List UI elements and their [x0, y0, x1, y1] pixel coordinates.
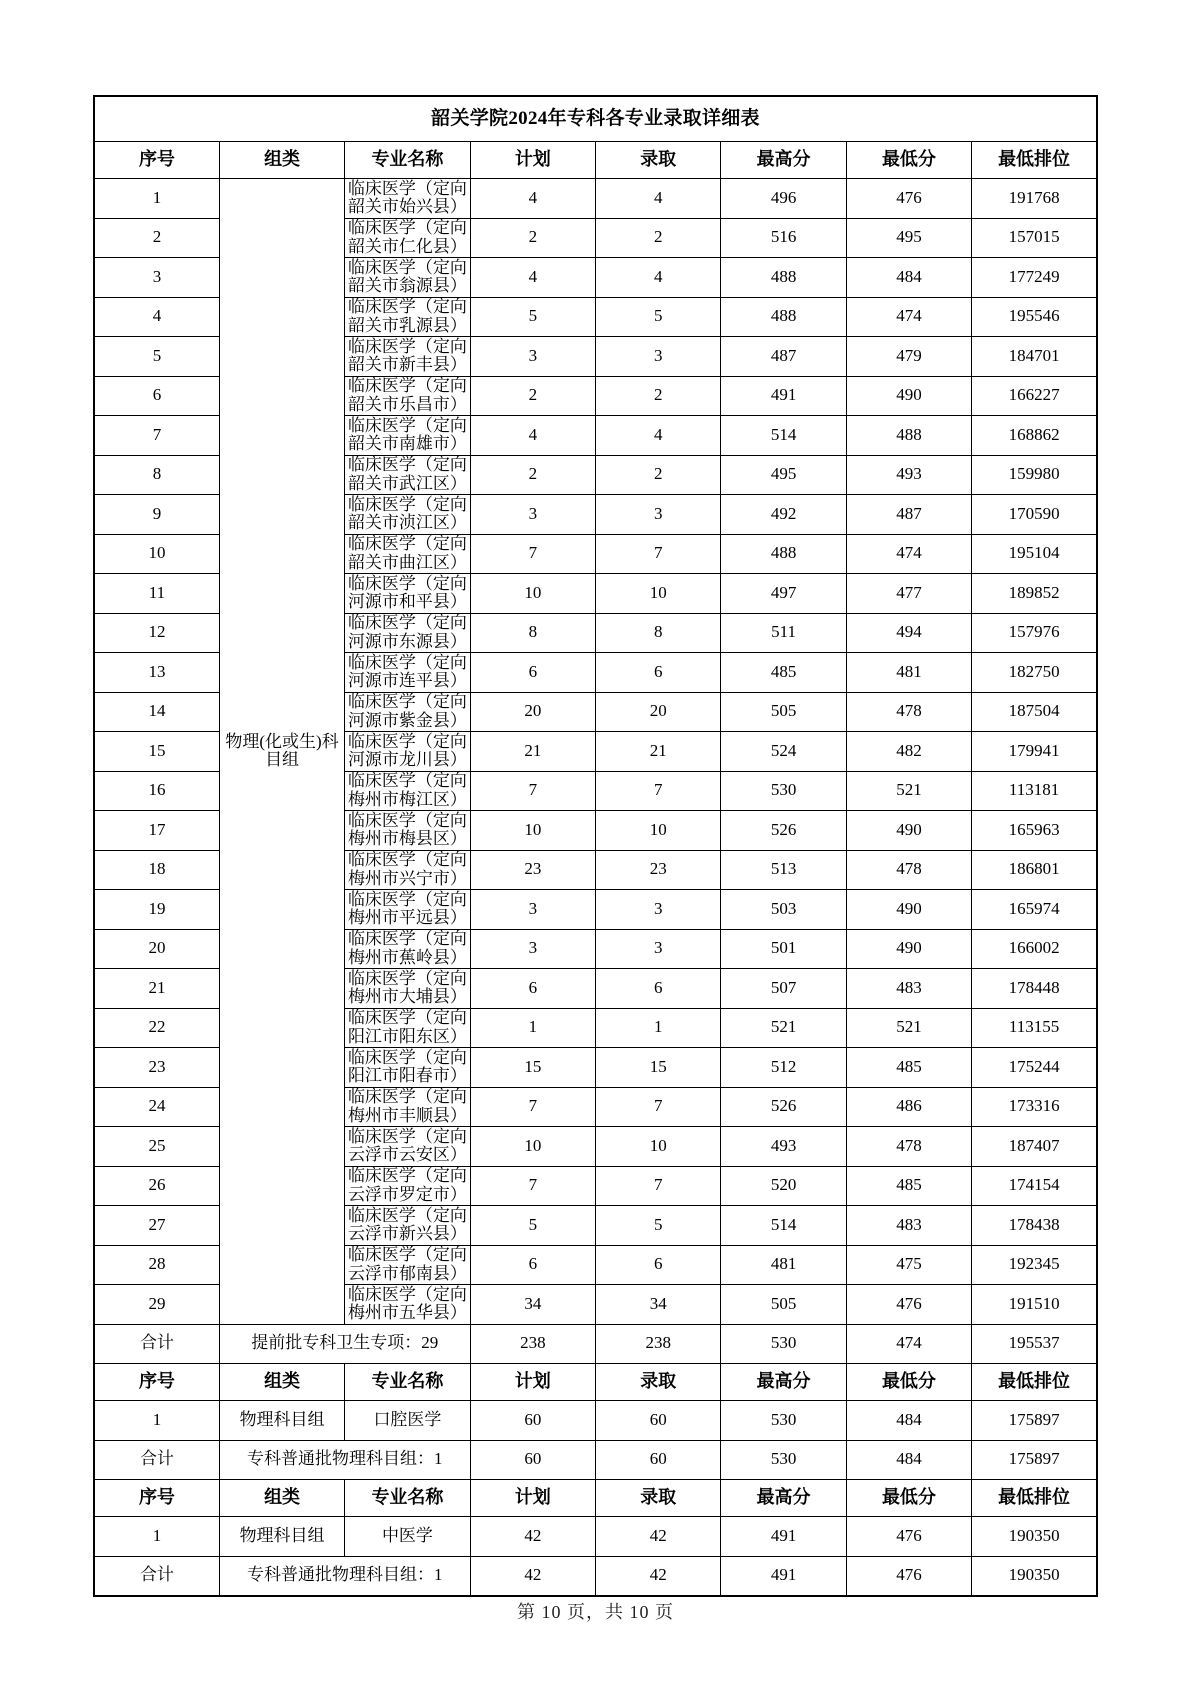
cell-low: 486 — [846, 1087, 971, 1127]
total-label: 合计 — [94, 1440, 219, 1480]
cell-major: 临床医学（定向云浮市云安区） — [345, 1127, 470, 1167]
cell-high: 488 — [721, 297, 846, 337]
cell-rank: 192345 — [972, 1245, 1097, 1285]
total-low: 474 — [846, 1324, 971, 1364]
cell-low: 494 — [846, 613, 971, 653]
cell-group: 物理科目组 — [219, 1517, 344, 1557]
cell-admit: 3 — [596, 929, 721, 969]
cell-major: 临床医学（定向梅州市梅县区） — [345, 811, 470, 851]
cell-rank: 174154 — [972, 1166, 1097, 1206]
table-row — [94, 179, 1097, 219]
cell-low: 493 — [846, 455, 971, 495]
header-high: 最高分 — [721, 1480, 846, 1517]
cell-low: 476 — [846, 1285, 971, 1325]
cell-admit: 21 — [596, 732, 721, 772]
header-rank: 最低排位 — [972, 1364, 1097, 1401]
cell-plan: 7 — [470, 1166, 595, 1206]
cell-admit: 3 — [596, 337, 721, 377]
cell-major: 临床医学（定向云浮市郁南县） — [345, 1245, 470, 1285]
cell-major: 临床医学（定向河源市紫金县） — [345, 692, 470, 732]
cell-rank: 166227 — [972, 376, 1097, 416]
cell-major: 临床医学（定向韶关市乳源县） — [345, 297, 470, 337]
cell-rank: 191510 — [972, 1285, 1097, 1325]
cell-rank: 168862 — [972, 416, 1097, 456]
cell-rank: 178448 — [972, 969, 1097, 1009]
cell-seq: 24 — [94, 1087, 219, 1127]
header-major: 专业名称 — [345, 1480, 470, 1517]
cell-seq: 23 — [94, 1048, 219, 1088]
cell-rank: 157976 — [972, 613, 1097, 653]
cell-high: 512 — [721, 1048, 846, 1088]
cell-seq: 22 — [94, 1008, 219, 1048]
cell-plan: 6 — [470, 1245, 595, 1285]
cell-major: 临床医学（定向梅州市梅江区） — [345, 771, 470, 811]
cell-major: 临床医学（定向梅州市兴宁市） — [345, 850, 470, 890]
header-group: 组类 — [219, 1480, 344, 1517]
header-plan: 计划 — [470, 142, 595, 179]
header-major: 专业名称 — [345, 142, 470, 179]
cell-high: 491 — [721, 1517, 846, 1557]
section-total-row — [94, 1556, 1097, 1596]
cell-major: 临床医学（定向韶关市曲江区） — [345, 534, 470, 574]
cell-high: 526 — [721, 811, 846, 851]
header-low: 最低分 — [846, 1480, 971, 1517]
cell-admit: 42 — [596, 1517, 721, 1557]
header-rank: 最低排位 — [972, 142, 1097, 179]
cell-admit: 4 — [596, 416, 721, 456]
cell-plan: 3 — [470, 929, 595, 969]
cell-seq: 2 — [94, 218, 219, 258]
cell-low: 521 — [846, 771, 971, 811]
cell-seq: 3 — [94, 258, 219, 298]
total-high: 530 — [721, 1324, 846, 1364]
cell-seq: 14 — [94, 692, 219, 732]
header-seq: 序号 — [94, 142, 219, 179]
cell-admit: 7 — [596, 1087, 721, 1127]
cell-plan: 60 — [470, 1401, 595, 1441]
cell-low: 490 — [846, 890, 971, 930]
cell-low: 484 — [846, 258, 971, 298]
header-major: 专业名称 — [345, 1364, 470, 1401]
cell-low: 483 — [846, 1206, 971, 1246]
cell-low: 474 — [846, 297, 971, 337]
cell-plan: 42 — [470, 1517, 595, 1557]
cell-major: 临床医学（定向梅州市蕉岭县） — [345, 929, 470, 969]
cell-major: 临床医学（定向云浮市新兴县） — [345, 1206, 470, 1246]
cell-plan: 21 — [470, 732, 595, 772]
cell-plan: 7 — [470, 1087, 595, 1127]
header-admit: 录取 — [596, 142, 721, 179]
total-plan: 60 — [470, 1440, 595, 1480]
section-total-row — [94, 1440, 1097, 1480]
cell-admit: 6 — [596, 969, 721, 1009]
cell-low: 481 — [846, 653, 971, 693]
cell-seq: 16 — [94, 771, 219, 811]
cell-major: 临床医学（定向韶关市乐昌市） — [345, 376, 470, 416]
cell-admit: 10 — [596, 574, 721, 614]
total-low: 484 — [846, 1440, 971, 1480]
cell-high: 511 — [721, 613, 846, 653]
total-plan: 42 — [470, 1556, 595, 1596]
cell-admit: 10 — [596, 1127, 721, 1167]
cell-plan: 10 — [470, 811, 595, 851]
total-admit: 60 — [596, 1440, 721, 1480]
cell-high: 530 — [721, 1401, 846, 1441]
page-title: 韶关学院2024年专科各专业录取详细表 — [94, 96, 1097, 142]
cell-rank: 166002 — [972, 929, 1097, 969]
cell-admit: 5 — [596, 297, 721, 337]
cell-low: 476 — [846, 1517, 971, 1557]
cell-major: 临床医学（定向河源市龙川县） — [345, 732, 470, 772]
cell-rank: 165963 — [972, 811, 1097, 851]
cell-admit: 6 — [596, 653, 721, 693]
cell-seq: 21 — [94, 969, 219, 1009]
cell-high: 521 — [721, 1008, 846, 1048]
cell-high: 496 — [721, 179, 846, 219]
total-description: 专科普通批物理科目组：1 — [219, 1556, 470, 1596]
cell-admit: 7 — [596, 534, 721, 574]
total-description: 专科普通批物理科目组：1 — [219, 1440, 470, 1480]
cell-plan: 8 — [470, 613, 595, 653]
cell-major: 临床医学（定向阳江市阳春市） — [345, 1048, 470, 1088]
cell-admit: 3 — [596, 495, 721, 535]
cell-rank: 175244 — [972, 1048, 1097, 1088]
cell-rank: 165974 — [972, 890, 1097, 930]
cell-plan: 23 — [470, 850, 595, 890]
cell-admit: 20 — [596, 692, 721, 732]
cell-rank: 187407 — [972, 1127, 1097, 1167]
cell-admit: 8 — [596, 613, 721, 653]
cell-rank: 182750 — [972, 653, 1097, 693]
cell-low: 478 — [846, 1127, 971, 1167]
cell-admit: 1 — [596, 1008, 721, 1048]
cell-admit: 34 — [596, 1285, 721, 1325]
cell-low: 490 — [846, 376, 971, 416]
cell-low: 521 — [846, 1008, 971, 1048]
cell-low: 476 — [846, 179, 971, 219]
header-rank: 最低排位 — [972, 1480, 1097, 1517]
cell-high: 505 — [721, 692, 846, 732]
cell-rank: 178438 — [972, 1206, 1097, 1246]
cell-major: 临床医学（定向韶关市浈江区） — [345, 495, 470, 535]
total-low: 476 — [846, 1556, 971, 1596]
header-group: 组类 — [219, 1364, 344, 1401]
cell-plan: 10 — [470, 574, 595, 614]
total-rank: 175897 — [972, 1440, 1097, 1480]
cell-high: 492 — [721, 495, 846, 535]
cell-high: 505 — [721, 1285, 846, 1325]
cell-low: 488 — [846, 416, 971, 456]
cell-low: 487 — [846, 495, 971, 535]
cell-high: 481 — [721, 1245, 846, 1285]
cell-low: 484 — [846, 1401, 971, 1441]
cell-high: 495 — [721, 455, 846, 495]
header-seq: 序号 — [94, 1480, 219, 1517]
cell-high: 514 — [721, 1206, 846, 1246]
cell-admit: 15 — [596, 1048, 721, 1088]
cell-rank: 157015 — [972, 218, 1097, 258]
total-rank: 195537 — [972, 1324, 1097, 1364]
total-high: 530 — [721, 1440, 846, 1480]
cell-rank: 177249 — [972, 258, 1097, 298]
cell-rank: 113155 — [972, 1008, 1097, 1048]
cell-admit: 7 — [596, 771, 721, 811]
cell-low: 482 — [846, 732, 971, 772]
total-rank: 190350 — [972, 1556, 1097, 1596]
cell-seq: 27 — [94, 1206, 219, 1246]
cell-plan: 3 — [470, 890, 595, 930]
cell-low: 495 — [846, 218, 971, 258]
column-header-row-2 — [94, 1364, 1097, 1401]
cell-rank: 170590 — [972, 495, 1097, 535]
cell-seq: 12 — [94, 613, 219, 653]
header-admit: 录取 — [596, 1364, 721, 1401]
cell-seq: 20 — [94, 929, 219, 969]
cell-seq: 1 — [94, 179, 219, 219]
total-admit: 238 — [596, 1324, 721, 1364]
total-admit: 42 — [596, 1556, 721, 1596]
total-high: 491 — [721, 1556, 846, 1596]
cell-admit: 2 — [596, 376, 721, 416]
cell-rank: 187504 — [972, 692, 1097, 732]
cell-major: 临床医学（定向韶关市仁化县） — [345, 218, 470, 258]
cell-seq: 15 — [94, 732, 219, 772]
cell-admit: 5 — [596, 1206, 721, 1246]
cell-seq: 4 — [94, 297, 219, 337]
cell-high: 524 — [721, 732, 846, 772]
cell-major: 中医学 — [345, 1517, 470, 1557]
column-header-row-3 — [94, 1480, 1097, 1517]
cell-seq: 28 — [94, 1245, 219, 1285]
cell-major: 临床医学（定向河源市连平县） — [345, 653, 470, 693]
cell-plan: 7 — [470, 771, 595, 811]
cell-low: 490 — [846, 811, 971, 851]
cell-major: 临床医学（定向韶关市武江区） — [345, 455, 470, 495]
cell-seq: 17 — [94, 811, 219, 851]
cell-plan: 5 — [470, 1206, 595, 1246]
cell-group-physics-chem-bio: 物理(化或生)科目组 — [219, 179, 344, 1325]
cell-seq: 7 — [94, 416, 219, 456]
cell-high: 516 — [721, 218, 846, 258]
cell-rank: 195546 — [972, 297, 1097, 337]
cell-high: 526 — [721, 1087, 846, 1127]
cell-high: 530 — [721, 771, 846, 811]
cell-major: 临床医学（定向河源市和平县） — [345, 574, 470, 614]
cell-rank: 175897 — [972, 1401, 1097, 1441]
column-header-row-1 — [94, 142, 1097, 179]
cell-plan: 1 — [470, 1008, 595, 1048]
total-label: 合计 — [94, 1324, 219, 1364]
total-label: 合计 — [94, 1556, 219, 1596]
cell-rank: 189852 — [972, 574, 1097, 614]
cell-major: 临床医学（定向梅州市五华县） — [345, 1285, 470, 1325]
cell-plan: 3 — [470, 337, 595, 377]
cell-low: 478 — [846, 692, 971, 732]
cell-high: 485 — [721, 653, 846, 693]
cell-plan: 15 — [470, 1048, 595, 1088]
cell-rank: 186801 — [972, 850, 1097, 890]
cell-plan: 6 — [470, 653, 595, 693]
cell-plan: 4 — [470, 179, 595, 219]
header-plan: 计划 — [470, 1480, 595, 1517]
cell-low: 474 — [846, 534, 971, 574]
cell-high: 503 — [721, 890, 846, 930]
cell-seq: 8 — [94, 455, 219, 495]
cell-major: 临床医学（定向韶关市翁源县） — [345, 258, 470, 298]
cell-plan: 34 — [470, 1285, 595, 1325]
cell-plan: 7 — [470, 534, 595, 574]
total-description: 提前批专科卫生专项：29 — [219, 1324, 470, 1364]
total-plan: 238 — [470, 1324, 595, 1364]
cell-low: 478 — [846, 850, 971, 890]
cell-plan: 2 — [470, 218, 595, 258]
cell-major: 临床医学（定向梅州市大埔县） — [345, 969, 470, 1009]
header-seq: 序号 — [94, 1364, 219, 1401]
cell-high: 493 — [721, 1127, 846, 1167]
cell-seq: 1 — [94, 1401, 219, 1441]
cell-plan: 20 — [470, 692, 595, 732]
cell-admit: 4 — [596, 258, 721, 298]
cell-high: 514 — [721, 416, 846, 456]
header-group: 组类 — [219, 142, 344, 179]
cell-major: 口腔医学 — [345, 1401, 470, 1441]
cell-high: 497 — [721, 574, 846, 614]
cell-major: 临床医学（定向韶关市新丰县） — [345, 337, 470, 377]
cell-rank: 113181 — [972, 771, 1097, 811]
cell-admit: 6 — [596, 1245, 721, 1285]
cell-plan: 4 — [470, 416, 595, 456]
cell-major: 临床医学（定向河源市东源县） — [345, 613, 470, 653]
cell-admit: 60 — [596, 1401, 721, 1441]
cell-rank: 191768 — [972, 179, 1097, 219]
header-low: 最低分 — [846, 142, 971, 179]
cell-rank: 184701 — [972, 337, 1097, 377]
cell-admit: 23 — [596, 850, 721, 890]
cell-high: 501 — [721, 929, 846, 969]
table-title-row — [94, 96, 1097, 142]
cell-major: 临床医学（定向梅州市平远县） — [345, 890, 470, 930]
cell-high: 488 — [721, 258, 846, 298]
table-row — [94, 1517, 1097, 1557]
header-high: 最高分 — [721, 1364, 846, 1401]
cell-major: 临床医学（定向梅州市丰顺县） — [345, 1087, 470, 1127]
section-total-row — [94, 1324, 1097, 1364]
cell-seq: 29 — [94, 1285, 219, 1325]
table-row — [94, 1401, 1097, 1441]
cell-high: 487 — [721, 337, 846, 377]
cell-high: 507 — [721, 969, 846, 1009]
cell-seq: 19 — [94, 890, 219, 930]
cell-plan: 3 — [470, 495, 595, 535]
cell-high: 520 — [721, 1166, 846, 1206]
cell-low: 475 — [846, 1245, 971, 1285]
cell-admit: 2 — [596, 218, 721, 258]
cell-seq: 11 — [94, 574, 219, 614]
cell-plan: 6 — [470, 969, 595, 1009]
cell-seq: 18 — [94, 850, 219, 890]
header-low: 最低分 — [846, 1364, 971, 1401]
cell-seq: 13 — [94, 653, 219, 693]
cell-high: 488 — [721, 534, 846, 574]
cell-group: 物理科目组 — [219, 1401, 344, 1441]
cell-low: 485 — [846, 1166, 971, 1206]
cell-seq: 9 — [94, 495, 219, 535]
cell-plan: 5 — [470, 297, 595, 337]
cell-seq: 1 — [94, 1517, 219, 1557]
table-body — [94, 96, 1097, 1596]
cell-major: 临床医学（定向韶关市始兴县） — [345, 179, 470, 219]
cell-rank: 179941 — [972, 732, 1097, 772]
cell-major: 临床医学（定向阳江市阳东区） — [345, 1008, 470, 1048]
cell-plan: 2 — [470, 455, 595, 495]
cell-seq: 26 — [94, 1166, 219, 1206]
cell-admit: 4 — [596, 179, 721, 219]
cell-rank: 190350 — [972, 1517, 1097, 1557]
cell-admit: 7 — [596, 1166, 721, 1206]
cell-low: 483 — [846, 969, 971, 1009]
header-high: 最高分 — [721, 142, 846, 179]
cell-plan: 4 — [470, 258, 595, 298]
cell-admit: 3 — [596, 890, 721, 930]
cell-seq: 5 — [94, 337, 219, 377]
cell-seq: 6 — [94, 376, 219, 416]
cell-rank: 173316 — [972, 1087, 1097, 1127]
cell-rank: 195104 — [972, 534, 1097, 574]
cell-high: 491 — [721, 376, 846, 416]
header-admit: 录取 — [596, 1480, 721, 1517]
cell-plan: 2 — [470, 376, 595, 416]
cell-high: 513 — [721, 850, 846, 890]
cell-low: 490 — [846, 929, 971, 969]
admission-details-table — [93, 95, 1098, 1597]
cell-major: 临床医学（定向云浮市罗定市） — [345, 1166, 470, 1206]
cell-low: 479 — [846, 337, 971, 377]
cell-seq: 25 — [94, 1127, 219, 1167]
cell-low: 477 — [846, 574, 971, 614]
cell-admit: 10 — [596, 811, 721, 851]
cell-admit: 2 — [596, 455, 721, 495]
header-plan: 计划 — [470, 1364, 595, 1401]
cell-plan: 10 — [470, 1127, 595, 1167]
cell-major: 临床医学（定向韶关市南雄市） — [345, 416, 470, 456]
cell-low: 485 — [846, 1048, 971, 1088]
cell-seq: 10 — [94, 534, 219, 574]
page-footer: 第 10 页，共 10 页 — [517, 1602, 674, 1622]
cell-rank: 159980 — [972, 455, 1097, 495]
